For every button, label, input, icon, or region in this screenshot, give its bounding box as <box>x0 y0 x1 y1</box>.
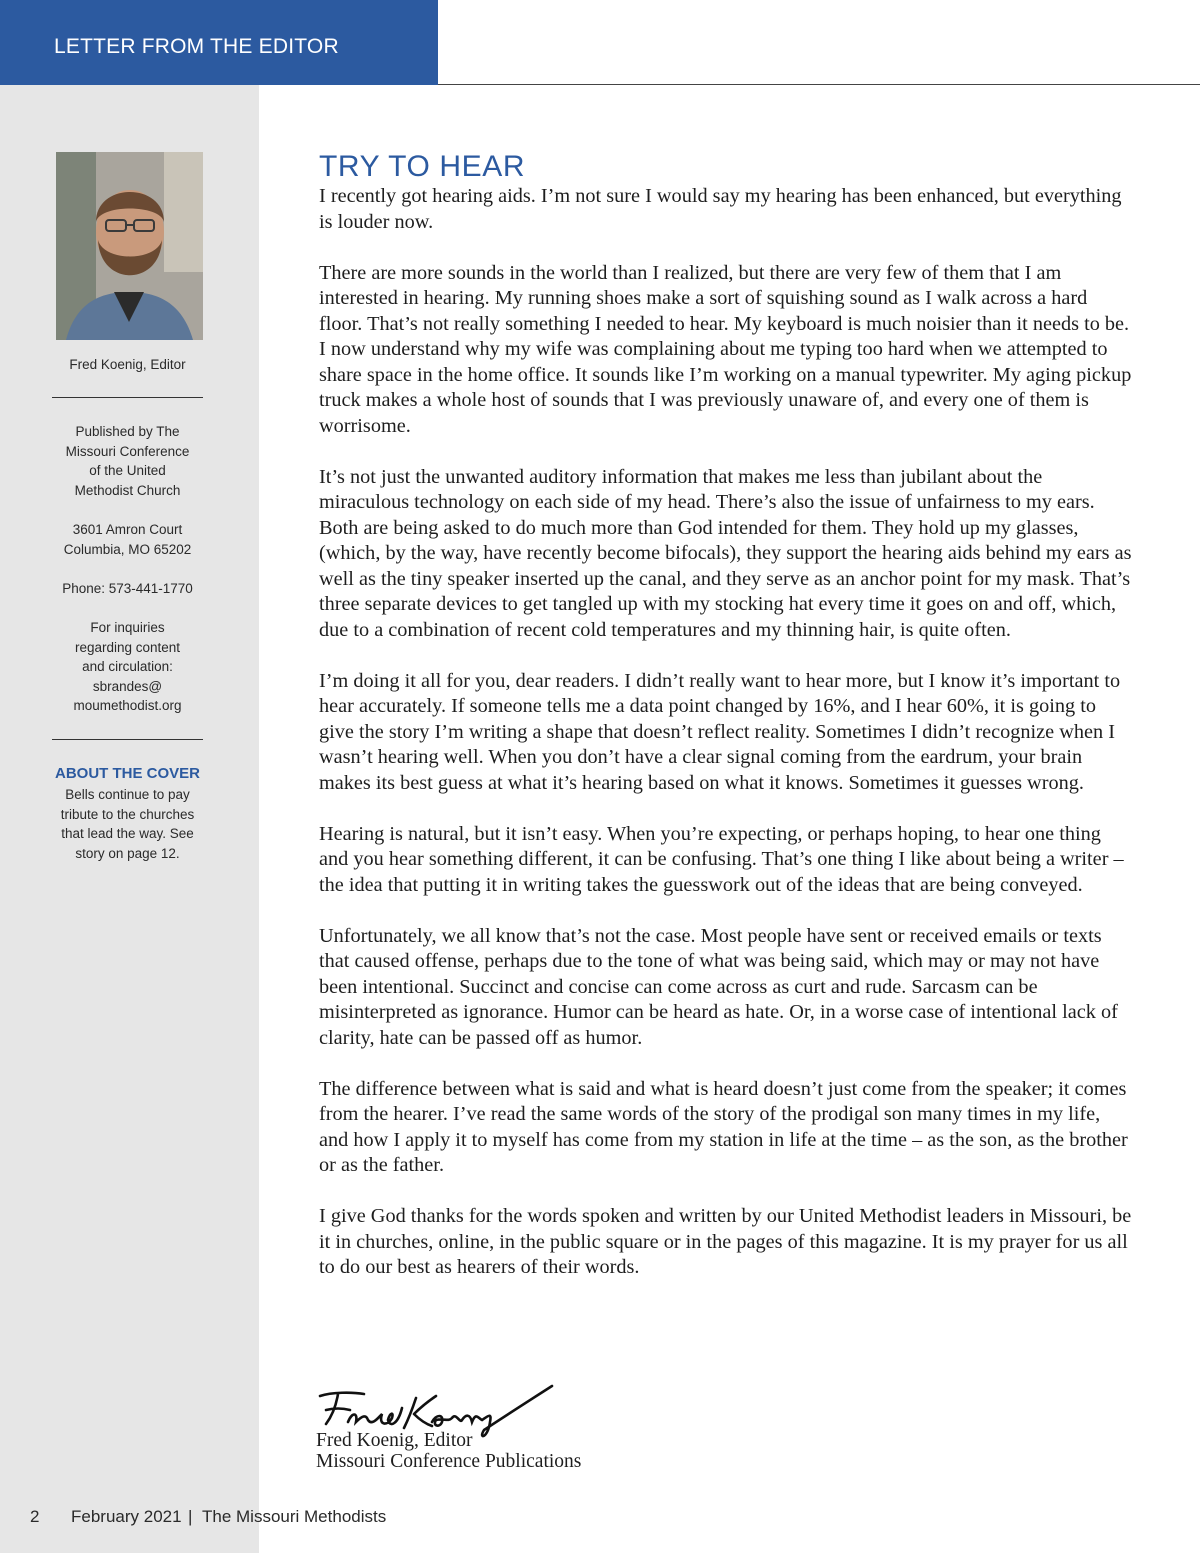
signoff-name: Fred Koenig, Editor <box>316 1430 473 1451</box>
contact-email[interactable]: sbrandes@ <box>92 678 163 694</box>
article-paragraph: Unfortunately, we all know that’s not the case. Most people have sent or received emails or texts that caused offense, perhaps due to the tone of what was being said, which may or may not have been intentional. Succinct and concise can come across as curt and rude. Sarcasm can be misinterpreted as ignorance. Humor can be heard as hate. Or, in a worse case of intentional lack of clarity, hate can be passed off as humor. <box>319 924 1118 1049</box>
address-line: 3601 Amron Court <box>72 522 183 537</box>
editor-photo <box>56 152 203 340</box>
article-paragraph: I’m doing it all for you, dear readers. I didn’t really want to hear more, but I know it’s important to hear accurately. If someone tells me a data point changed by 16%, and I hear 60%, it is going to give the story I’m writing a shape that doesn’t reflect reality. Sometimes I didn’t recognize when I wasn’t hearing well. When you don’t have a clear signal coming from the eardrum, your brain makes its best guess at what it’s hearing based on what it knows. Sometimes it guesses wrong. <box>319 669 1121 794</box>
about-cover-heading: ABOUT THE COVER <box>54 765 200 782</box>
issue-date: February 2021 <box>71 1507 182 1526</box>
sidebar-divider <box>52 397 203 398</box>
about-cover-line: Bells continue to pay <box>65 787 190 802</box>
contact-email[interactable]: moumethodist.org <box>73 698 182 713</box>
page-number: 2 <box>30 1507 40 1526</box>
article-body <box>319 184 1134 1306</box>
phone-number: Phone: 573-441-1770 <box>62 581 193 596</box>
photo-caption: Fred Koenig, Editor <box>69 357 186 372</box>
header-rule <box>438 84 1200 85</box>
article-paragraph: I recently got hearing aids. I’m not sure I would say my hearing has been enhanced, but everything is louder now. <box>319 185 1122 233</box>
article-paragraph: There are more sounds in the world than I realized, but there are very few of them that I am interested in hearing. My running shoes make a sort of squishing sound as I walk across a hard floor. That’s not really something I needed to hear. My keyboard is much noisier than it needs to be. I now understand why my wife was complaining about me typing too hard when we attempted to share space in the home office. It sounds like I’m working on a manual typewriter. My aging pickup truck makes a whole host of sounds that I was previously unaware of, and every one of them is worrisome. <box>319 261 1132 437</box>
publisher-line: of the United <box>89 463 166 478</box>
footer-separator: | <box>188 1507 193 1526</box>
about-cover-line: that lead the way. See <box>61 826 194 841</box>
section-label: LETTER FROM THE EDITOR <box>54 35 339 58</box>
about-cover-line: story on page 12. <box>75 845 180 861</box>
about-cover-line: tribute to the churches <box>60 806 195 822</box>
article-title: TRY TO HEAR <box>319 150 526 183</box>
publisher-line: Methodist Church <box>74 482 181 498</box>
section-header-bar <box>0 0 438 85</box>
inquiries-info <box>40 618 215 716</box>
about-cover-text <box>40 785 215 863</box>
sidebar-divider <box>52 739 203 740</box>
article-paragraph: Hearing is natural, but it isn’t easy. When you’re expecting, or perhaps hoping, to hear one thing and you hear something different, it can be confusing. That’s one thing I like about being a writer – the idea that putting it in writing takes the guesswork out of the ideas that are being conveyed. <box>319 822 1124 896</box>
editor-portrait-image <box>56 152 203 340</box>
inquiries-line: regarding content <box>74 639 181 655</box>
publisher-info <box>40 422 215 500</box>
article-paragraph: The difference between what is said and what is heard doesn’t just come from the speaker; it comes from the hearer. I’ve read the same words of the story of the prodigal son many times in my life, and how I apply it to myself has come from my station in life at the time – as the son, as the brother or as the father. <box>319 1077 1128 1176</box>
article-paragraph: It’s not just the unwanted auditory information that makes me less than jubilant about the miraculous technology on each side of my head. There’s also the issue of unfairness to my ears. Both are being asked to do much more than God intended for them. They hold up my glasses, (which, by the way, have recently become bifocals), they support the hearing aids behind my ears as well as the tiny speaker inserted up the canal, and they serve as an anchor point for my mask. That’s three separate devices to get tangled up with my stocking hat every time it goes on and off, which, due to a combination of recent cold temperatures and my thinning hair, is quite often. <box>319 465 1132 641</box>
signoff-organization: Missouri Conference Publications <box>316 1451 582 1472</box>
inquiries-line: and circulation: <box>82 659 173 674</box>
inquiries-line: For inquiries <box>90 620 165 635</box>
address-line: Columbia, MO 65202 <box>63 541 192 557</box>
publication-name: The Missouri Methodists <box>202 1507 387 1526</box>
article-paragraph: I give God thanks for the words spoken and written by our United Methodist leaders in Missouri, be it in churches, online, in the public square or in the pages of this magazine. It is my prayer for us all to do our best as hearers of their words. <box>319 1205 1132 1278</box>
publisher-line: Published by The <box>75 424 180 439</box>
publisher-line: Missouri Conference <box>65 443 190 459</box>
mailing-address <box>40 520 215 559</box>
